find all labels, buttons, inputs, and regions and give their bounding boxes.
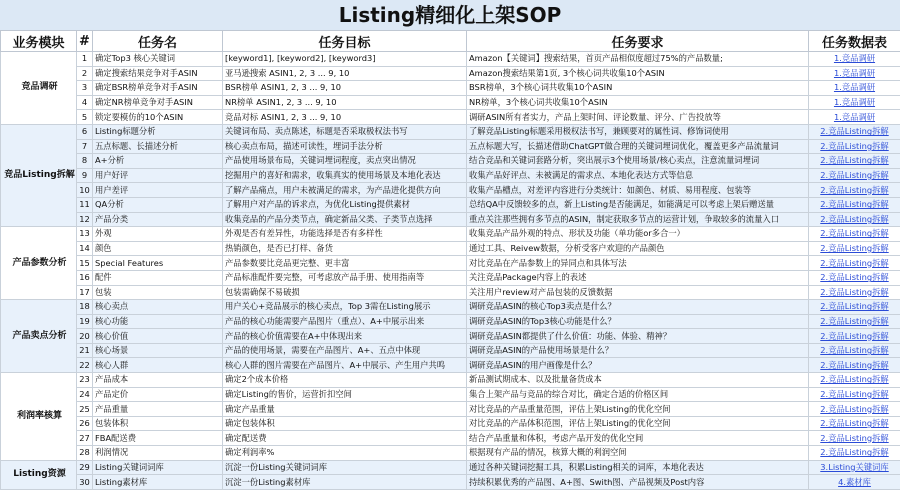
task-goal-cell[interactable]: [keyword1], [keyword2], [keyword3] — [223, 52, 467, 67]
task-goal-cell[interactable]: 用户关心+竞品展示的核心卖点，Top 3需在Listing展示 — [223, 300, 467, 315]
task-requirement-cell[interactable]: 调研竞品ASIN的核心Top3卖点是什么？ — [467, 300, 809, 315]
task-requirement-cell[interactable]: 调研竞品ASIN的Top3核心功能是什么？ — [467, 314, 809, 329]
task-requirement-cell[interactable]: 重点关注那些拥有多节点的ASIN，制定获取多节点的运营计划，争取较多的流量入口 — [467, 212, 809, 227]
datasheet-link[interactable]: 2.竞品Listing拆解 — [809, 212, 900, 227]
task-name-cell[interactable]: 核心价值 — [93, 329, 223, 344]
row-number-cell: 12 — [77, 212, 93, 227]
row-number-cell: 4 — [77, 95, 93, 110]
row-number-cell: 29 — [77, 460, 93, 475]
task-goal-cell[interactable]: 产品标准配件要完整，可考虑放产品手册、使用指南等 — [223, 270, 467, 285]
task-name-cell[interactable]: 产品定价 — [93, 387, 223, 402]
row-number-cell: 22 — [77, 358, 93, 373]
task-goal-cell[interactable]: 产品参数要比竞品更完整、更丰富 — [223, 256, 467, 271]
task-goal-cell[interactable]: 竞品对标 ASIN1, 2, 3 ... 9, 10 — [223, 110, 467, 125]
task-requirement-cell[interactable]: 通过工具、Reivew数据，分析受客户欢迎的产品颜色 — [467, 241, 809, 256]
task-goal-cell[interactable]: 沉淀一份Listing关键词词库 — [223, 460, 467, 475]
header-task-requirement: 任务要求 — [467, 31, 809, 52]
task-requirement-cell[interactable]: 收集产品槽点，对差评内容进行分类统计：如颜色、材质、易用程度、包装等 — [467, 183, 809, 198]
row-number-cell: 11 — [77, 197, 93, 212]
table-row — [1, 460, 900, 475]
row-number-cell: 27 — [77, 431, 93, 446]
datasheet-link[interactable]: 1.竞品调研 — [809, 110, 900, 125]
task-requirement-cell[interactable]: 调研竞品ASIN都提供了什么价值：功能、体验、精神？ — [467, 329, 809, 344]
task-requirement-cell[interactable]: 对比竞品的产品重量范围，评估上架Listing的优化空间 — [467, 402, 809, 417]
row-number-cell: 23 — [77, 373, 93, 388]
task-requirement-cell[interactable]: Amazon【关键词】搜索结果，首页产品相似度超过75%的产品数量; — [467, 52, 809, 67]
task-name-cell[interactable]: 包装 — [93, 285, 223, 300]
table-row — [1, 154, 900, 169]
datasheet-link[interactable]: 1.竞品调研 — [809, 66, 900, 81]
task-name-cell[interactable]: 确定Top3 核心关键词 — [93, 52, 223, 67]
task-name-cell[interactable]: 产品成本 — [93, 373, 223, 388]
row-number-cell: 6 — [77, 124, 93, 139]
datasheet-link[interactable]: 2.竞品Listing拆解 — [809, 314, 900, 329]
task-goal-cell[interactable]: 外观是否有差异性，功能选择是否有多样性 — [223, 227, 467, 242]
datasheet-link[interactable]: 3.Listing关键词库 — [809, 460, 900, 475]
task-name-cell[interactable]: 锁定要模仿的10个ASIN — [93, 110, 223, 125]
task-name-cell[interactable]: 核心功能 — [93, 314, 223, 329]
row-number-cell: 14 — [77, 241, 93, 256]
row-number-cell: 9 — [77, 168, 93, 183]
task-goal-cell[interactable]: 产品的核心功能需要产品图片（重点）、A+中展示出来 — [223, 314, 467, 329]
row-number-cell: 8 — [77, 154, 93, 169]
task-goal-cell[interactable]: 确定配送费 — [223, 431, 467, 446]
task-goal-cell[interactable]: 核心卖点布局，描述可读性，埋词手法分析 — [223, 139, 467, 154]
row-number-cell: 19 — [77, 314, 93, 329]
datasheet-link[interactable]: 2.竞品Listing拆解 — [809, 358, 900, 373]
task-requirement-cell[interactable]: Amazon搜索结果第1页, 3个核心词共收集10个ASIN — [467, 66, 809, 81]
task-goal-cell[interactable]: 确定2个成本价格 — [223, 373, 467, 388]
header-number: # — [77, 31, 93, 52]
table-row — [1, 227, 900, 242]
row-number-cell: 15 — [77, 256, 93, 271]
table-row — [1, 95, 900, 110]
table-row — [1, 329, 900, 344]
table-row — [1, 270, 900, 285]
task-name-cell[interactable]: QA分析 — [93, 197, 223, 212]
datasheet-link[interactable]: 2.竞品Listing拆解 — [809, 329, 900, 344]
task-name-cell[interactable]: 用户好评 — [93, 168, 223, 183]
task-requirement-cell[interactable]: 关注竞品Package内容上的表述 — [467, 270, 809, 285]
task-name-cell[interactable]: 核心场景 — [93, 343, 223, 358]
task-goal-cell[interactable]: 包装需确保不易破损 — [223, 285, 467, 300]
row-number-cell: 3 — [77, 81, 93, 96]
row-number-cell: 24 — [77, 387, 93, 402]
datasheet-link[interactable]: 2.竞品Listing拆解 — [809, 446, 900, 461]
datasheet-link[interactable]: 2.竞品Listing拆解 — [809, 124, 900, 139]
table-row — [1, 475, 900, 490]
module-cell: 竞品调研 — [1, 52, 77, 125]
table-row — [1, 431, 900, 446]
task-name-cell[interactable]: 利润情况 — [93, 446, 223, 461]
task-goal-cell[interactable]: 挖掘用户的喜好和需求，收集真实的使用场景及本地化表达 — [223, 168, 467, 183]
row-number-cell: 18 — [77, 300, 93, 315]
task-goal-cell[interactable]: 确定包装体积 — [223, 416, 467, 431]
table-row — [1, 124, 900, 139]
table-row — [1, 66, 900, 81]
module-cell: 产品参数分析 — [1, 227, 77, 300]
task-requirement-cell[interactable]: NR榜单，3个核心词共收集10个ASIN — [467, 95, 809, 110]
task-goal-cell[interactable]: 了解产品痛点，用户未被满足的需求，为产品进化提供方向 — [223, 183, 467, 198]
datasheet-link[interactable]: 2.竞品Listing拆解 — [809, 387, 900, 402]
datasheet-link[interactable]: 1.竞品调研 — [809, 95, 900, 110]
table-row — [1, 373, 900, 388]
table-row — [1, 212, 900, 227]
task-name-cell[interactable]: Listing标题分析 — [93, 124, 223, 139]
task-goal-cell[interactable]: BSR榜单 ASIN1, 2, 3 ... 9, 10 — [223, 81, 467, 96]
task-requirement-cell[interactable]: 总结QA中反馈较多的点，新上Listing是否能满足，如能满足可以考虑上架后赠送量 — [467, 197, 809, 212]
task-name-cell[interactable]: 颜色 — [93, 241, 223, 256]
table-row — [1, 168, 900, 183]
task-goal-cell[interactable]: 亚马逊搜索 ASIN1, 2, 3 ... 9, 10 — [223, 66, 467, 81]
task-requirement-cell[interactable]: 关注用户review对产品包装的反馈数据 — [467, 285, 809, 300]
task-requirement-cell[interactable]: 对比竞品的产品体积范围，评估上架Listing的优化空间 — [467, 416, 809, 431]
table-row — [1, 446, 900, 461]
table-row — [1, 52, 900, 67]
table-row — [1, 285, 900, 300]
task-name-cell[interactable]: 外观 — [93, 227, 223, 242]
table-row — [1, 300, 900, 315]
table-row — [1, 402, 900, 417]
task-name-cell[interactable]: 确定BSR榜单竞争对手ASIN — [93, 81, 223, 96]
task-requirement-cell[interactable]: 结合竞品和关键词套路分析，突出展示3个使用场景/核心卖点，注意流量词埋词 — [467, 154, 809, 169]
task-goal-cell[interactable]: 产品使用场景布局，关键词埋词程度，卖点突出情况 — [223, 154, 467, 169]
task-requirement-cell[interactable]: 了解竞品Listing标题采用极权法书写，兼顾要对的属性词、修饰词使用 — [467, 124, 809, 139]
task-requirement-cell[interactable]: 集合上架产品与竞品的综合对比，确定合适的价格区间 — [467, 387, 809, 402]
task-goal-cell[interactable]: 确定产品重量 — [223, 402, 467, 417]
table-row — [1, 183, 900, 198]
table-row — [1, 387, 900, 402]
task-requirement-cell[interactable]: 收集竞品产品外观的特点、形状及功能（单功能or多合一） — [467, 227, 809, 242]
header-module: 业务模块 — [1, 31, 77, 52]
datasheet-link[interactable]: 2.竞品Listing拆解 — [809, 270, 900, 285]
task-name-cell[interactable]: 核心人群 — [93, 358, 223, 373]
row-number-cell: 25 — [77, 402, 93, 417]
task-name-cell[interactable]: 用户差评 — [93, 183, 223, 198]
task-requirement-cell[interactable]: 结合产品重量和体积，考虑产品开发的优化空间 — [467, 431, 809, 446]
task-goal-cell[interactable]: 热销颜色，是否已打样、备货 — [223, 241, 467, 256]
datasheet-link[interactable]: 2.竞品Listing拆解 — [809, 416, 900, 431]
table-row — [1, 256, 900, 271]
task-name-cell[interactable]: 确定NR榜单竞争对手ASIN — [93, 95, 223, 110]
table-body — [1, 52, 900, 490]
task-name-cell[interactable]: 核心卖点 — [93, 300, 223, 315]
task-name-cell[interactable]: 配件 — [93, 270, 223, 285]
row-number-cell: 26 — [77, 416, 93, 431]
datasheet-link[interactable]: 2.竞品Listing拆解 — [809, 402, 900, 417]
row-number-cell: 7 — [77, 139, 93, 154]
datasheet-link[interactable]: 2.竞品Listing拆解 — [809, 241, 900, 256]
module-cell: Listing资源 — [1, 460, 77, 489]
task-name-cell[interactable]: Listing素材库 — [93, 475, 223, 490]
task-goal-cell[interactable]: 关键词布局、卖点陈述，标题是否采取极权法书写 — [223, 124, 467, 139]
task-name-cell[interactable]: FBA配送费 — [93, 431, 223, 446]
row-number-cell: 17 — [77, 285, 93, 300]
task-requirement-cell[interactable]: 调研竞品ASIN的产品使用场景是什么？ — [467, 343, 809, 358]
task-name-cell[interactable]: 产品分类 — [93, 212, 223, 227]
table-row — [1, 314, 900, 329]
task-goal-cell[interactable]: 核心人群的图片需要在产品图片、A+中展示、产生用户共鸣 — [223, 358, 467, 373]
task-goal-cell[interactable]: 产品的核心价值需要在A+中体现出来 — [223, 329, 467, 344]
table-row — [1, 416, 900, 431]
task-requirement-cell[interactable]: 持续积累优秀的产品图、A+图、Swith图、产品视频及Post内容 — [467, 475, 809, 490]
task-requirement-cell[interactable]: 收集产品好评点、未被满足的需求点、本地化表达方式等信息 — [467, 168, 809, 183]
datasheet-link[interactable]: 2.竞品Listing拆解 — [809, 343, 900, 358]
sop-table — [0, 30, 900, 490]
task-requirement-cell[interactable]: 对比竞品在产品参数上的异同点和具体写法 — [467, 256, 809, 271]
datasheet-link[interactable]: 1.竞品调研 — [809, 52, 900, 67]
task-requirement-cell[interactable]: 根据现有产品的情况，核算大概的利润空间 — [467, 446, 809, 461]
header-task-datasheet: 任务数据表 — [809, 31, 900, 52]
row-number-cell: 13 — [77, 227, 93, 242]
task-requirement-cell[interactable]: 调研竞品ASIN的用户画像是什么？ — [467, 358, 809, 373]
datasheet-link[interactable]: 2.竞品Listing拆解 — [809, 168, 900, 183]
row-number-cell: 21 — [77, 343, 93, 358]
row-number-cell: 2 — [77, 66, 93, 81]
task-goal-cell[interactable]: 确定利润率% — [223, 446, 467, 461]
task-goal-cell[interactable]: 产品的使用场景，需要在产品图片、A+、五点中体现 — [223, 343, 467, 358]
datasheet-link[interactable]: 2.竞品Listing拆解 — [809, 154, 900, 169]
header-row — [1, 31, 900, 52]
row-number-cell: 1 — [77, 52, 93, 67]
table-row — [1, 110, 900, 125]
datasheet-link[interactable]: 2.竞品Listing拆解 — [809, 183, 900, 198]
task-requirement-cell[interactable]: 五点标题大写，长描述借助ChatGPT做合理的关键词埋词优化，覆盖更多产品流量词 — [467, 139, 809, 154]
datasheet-link[interactable]: 1.竞品调研 — [809, 81, 900, 96]
table-row — [1, 358, 900, 373]
task-requirement-cell[interactable]: 通过各种关键词挖掘工具，积累Listing相关的词库，本地化表达 — [467, 460, 809, 475]
task-requirement-cell[interactable]: 调研ASIN所有者实力，产品上架时间、评论数量、评分、广告投放等 — [467, 110, 809, 125]
task-goal-cell[interactable]: 确定Listing的售价，运营折扣空间 — [223, 387, 467, 402]
task-goal-cell[interactable]: NR榜单 ASIN1, 2, 3 ... 9, 10 — [223, 95, 467, 110]
task-name-cell[interactable]: Listing关键词词库 — [93, 460, 223, 475]
datasheet-link[interactable]: 2.竞品Listing拆解 — [809, 227, 900, 242]
table-row — [1, 139, 900, 154]
datasheet-link[interactable]: 2.竞品Listing拆解 — [809, 373, 900, 388]
row-number-cell: 5 — [77, 110, 93, 125]
datasheet-link[interactable]: 2.竞品Listing拆解 — [809, 431, 900, 446]
task-name-cell[interactable]: 五点标题、长描述分析 — [93, 139, 223, 154]
datasheet-link[interactable]: 2.竞品Listing拆解 — [809, 300, 900, 315]
header-task-goal: 任务目标 — [223, 31, 467, 52]
row-number-cell: 28 — [77, 446, 93, 461]
datasheet-link[interactable]: 2.竞品Listing拆解 — [809, 256, 900, 271]
header-task-name: 任务名 — [93, 31, 223, 52]
task-requirement-cell[interactable]: BSR榜单，3个核心词共收集10个ASIN — [467, 81, 809, 96]
task-goal-cell[interactable]: 收集竞品的产品分类节点，确定新品父类、子类节点选择 — [223, 212, 467, 227]
table-row — [1, 197, 900, 212]
task-goal-cell[interactable]: 沉淀一份Listing素材库 — [223, 475, 467, 490]
table-row — [1, 343, 900, 358]
task-name-cell[interactable]: 包装体积 — [93, 416, 223, 431]
table-row — [1, 241, 900, 256]
task-requirement-cell[interactable]: 新品测试期成本、以及批量备货成本 — [467, 373, 809, 388]
task-name-cell[interactable]: Special Features — [93, 256, 223, 271]
module-cell: 利润率核算 — [1, 373, 77, 461]
row-number-cell: 20 — [77, 329, 93, 344]
datasheet-link[interactable]: 2.竞品Listing拆解 — [809, 197, 900, 212]
row-number-cell: 16 — [77, 270, 93, 285]
datasheet-link[interactable]: 4.素材库 — [809, 475, 900, 490]
row-number-cell: 10 — [77, 183, 93, 198]
sheet-title: Listing精细化上架SOP — [0, 0, 900, 31]
datasheet-link[interactable]: 2.竞品Listing拆解 — [809, 285, 900, 300]
row-number-cell: 30 — [77, 475, 93, 490]
task-name-cell[interactable]: 确定搜索结果竞争对手ASIN — [93, 66, 223, 81]
task-name-cell[interactable]: 产品重量 — [93, 402, 223, 417]
task-goal-cell[interactable]: 了解用户对产品的诉求点，为优化Listing提供素材 — [223, 197, 467, 212]
module-cell: 产品卖点分析 — [1, 300, 77, 373]
module-cell: 竞品Listing拆解 — [1, 124, 77, 226]
datasheet-link[interactable]: 2.竞品Listing拆解 — [809, 139, 900, 154]
table-row — [1, 81, 900, 96]
task-name-cell[interactable]: A+分析 — [93, 154, 223, 169]
